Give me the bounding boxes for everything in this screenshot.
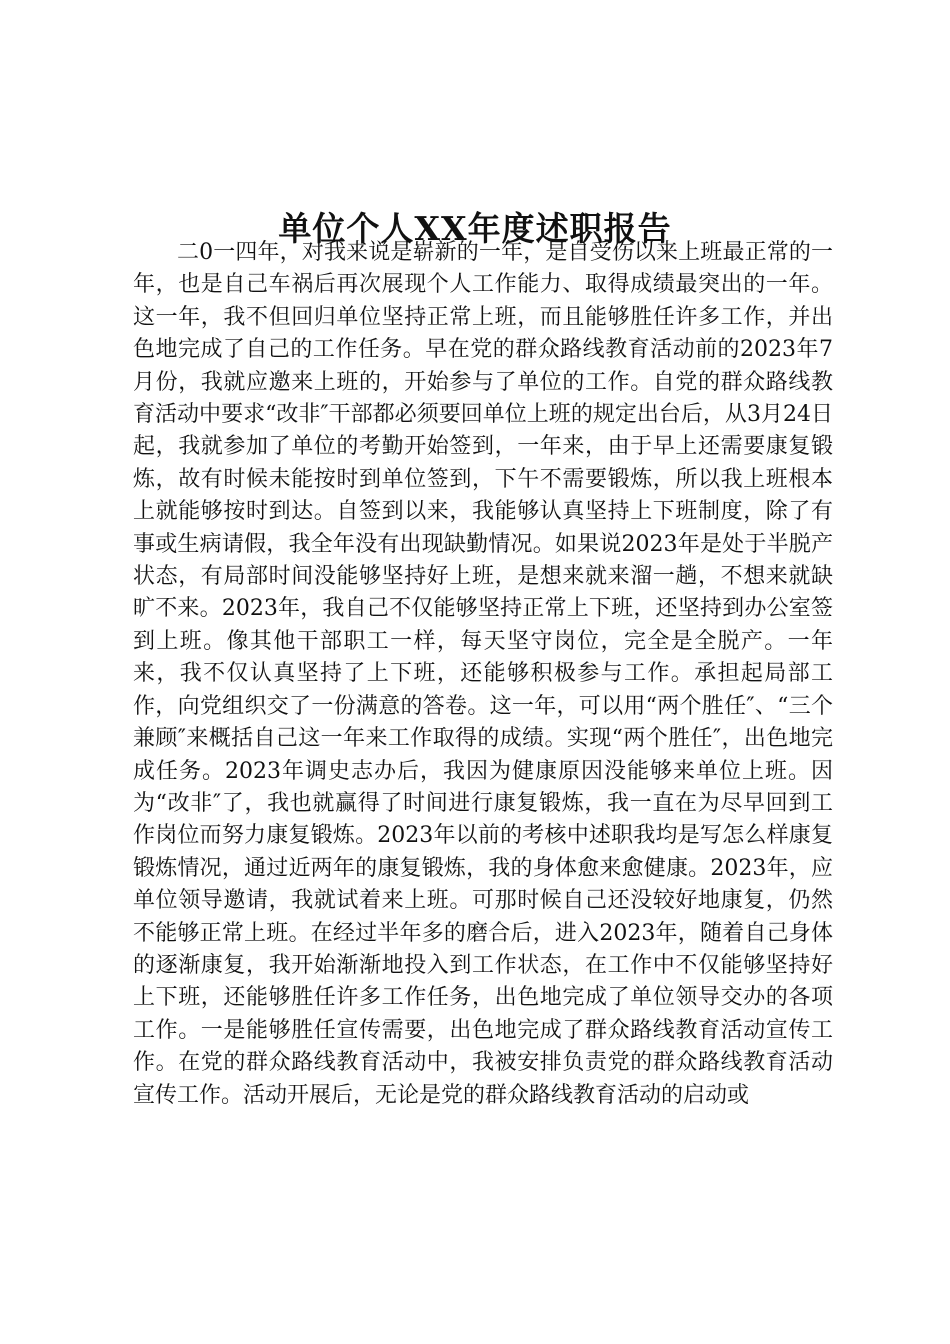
document-title: 单位个人XX年度述职报告 [278,209,672,249]
body-paragraph: 二0一四年，对我来说是崭新的一年，是自受伤以来上班最正常的一年，也是自己车祸后再次展现个人工作能力、取得成绩最突出的一年。这一年，我不但回归单位坚持正常上班，而且能够胜任许多工作，并出色地完成了自己的工作任务。早在党的群众路线教育活动前的2023年7月份，我就应邀来上班的，开始参与了单位的工作。自党的群众路线教育活动中要求“改非″干部都必须要回单位上班的规定出台后，从3月24日起，我就参加了单位的考勤开始签到，一年来，由于早上还需要康复锻炼，故有时候未能按时到单位签到，下午不需要锻炼，所以我上班根本上就能够按时到达。自签到以来，我能够认真坚持上下班制度，除了有事或生病请假，我全年没有出现缺勤情况。如果说2023年是处于半脱产状态，有局部时间没能够坚持好上班，是想来就来溜一趟，不想来就缺旷不来。2023年，我自己不仅能够坚持正常上下班，还坚持到办公室签到上班。像其他干部职工一样，每天坚守岗位，完全是全脱产。一年来，我不仅认真坚持了上下班，还能够积极参与工作。承担起局部工作，向党组织交了一份满意的答卷。这一年，可以用“两个胜任″、“三个兼顾″来概括自己这一年来工作取得的成绩。实现“两个胜任″，出色地完成任务。2023年调史志办后，我因为健康原因没能够来单位上班。因为“改非″了，我也就赢得了时间进行康复锻炼，我一直在为尽早回到工作岗位而努力康复锻炼。2023年以前的考核中述职我均是写怎么样康复锻炼情况，通过近两年的康复锻炼，我的身体愈来愈健康。2023年，应单位领导邀请，我就试着来上班。可那时候自己还没较好地康复，仍然不能够正常上班。在经过半年多的磨合后，进入2023年，随着自己身体的逐渐康复，我开始渐渐地投入到工作状态，在工作中不仅能够坚持好上下班，还能够胜任许多工作任务，出色地完成了单位领导交办的各项工作。一是能够胜任宣传需要，出色地完成了群众路线教育活动宣传工作。在党的群众路线教育活动中，我被安排负责党的群众路线教育活动宣传工作。活动开展后，无论是党的群众路线教育活动的启动或 [133,240,833,1108]
